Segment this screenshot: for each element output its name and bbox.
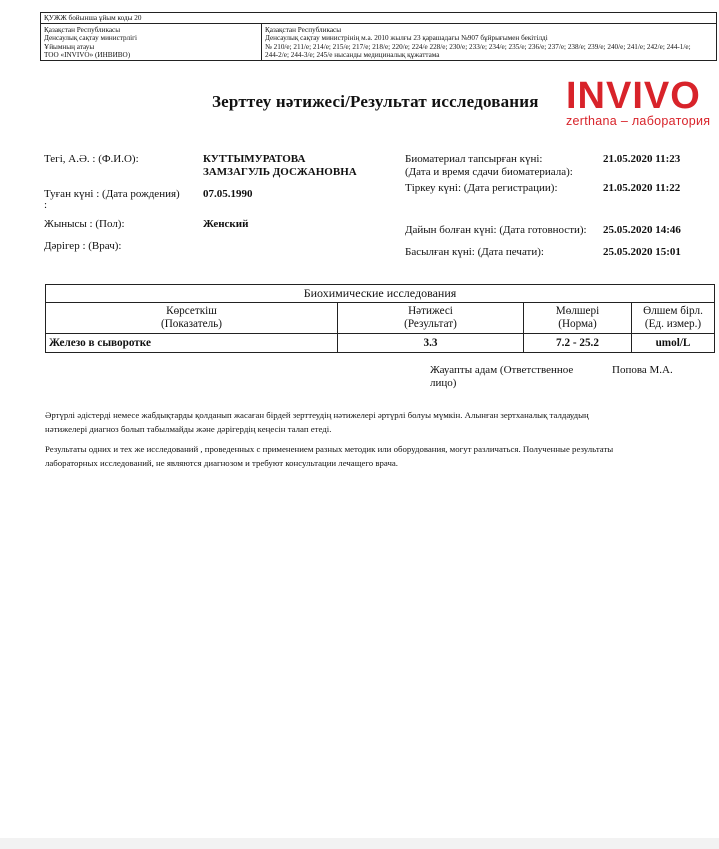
patient-name-line1: КУТТЫМУРАТОВА xyxy=(203,153,306,165)
dob-label-colon: : xyxy=(44,199,48,211)
reg-date-label: Тіркеу күні: (Дата регистрации): xyxy=(405,182,558,194)
column-header-line: Көрсеткіш xyxy=(166,305,217,317)
reg-date-value: 21.05.2020 11:22 xyxy=(603,182,681,194)
name-label: Тегі, А.Ә. : (Ф.И.О): xyxy=(44,153,139,165)
dob-value: 07.05.1990 xyxy=(203,188,253,200)
disclaimer-kz xyxy=(45,409,589,436)
responsible-name: Попова М.А. xyxy=(612,364,673,376)
test-unit: umol/L xyxy=(632,334,715,353)
column-header-unit xyxy=(632,303,715,334)
logo-subtitle: zerthana – лаборатория xyxy=(566,114,711,128)
ready-date-value: 25.05.2020 14:46 xyxy=(603,224,681,236)
print-date-label: Басылған күні: (Дата печати): xyxy=(405,246,544,258)
submit-date-label-ru: (Дата и время сдачи биоматериала): xyxy=(405,166,573,178)
column-header-line: (Результат) xyxy=(404,318,457,330)
form-code: ҚУЖЖ бойынша ұйым коды 20 xyxy=(41,13,716,24)
disclaimer-line: лабораторных исследований, не являются диагнозом и требуют консультации лечащего врача. xyxy=(45,457,399,468)
table-row xyxy=(46,334,715,353)
section-title: Биохимические исследования xyxy=(46,285,715,303)
header-right xyxy=(262,24,716,60)
test-norm: 7.2 - 25.2 xyxy=(524,334,632,353)
header-left-line: Ұйымның атауы xyxy=(44,42,95,51)
header-left-line: Денсаулық сақтау министрлігі xyxy=(44,34,138,43)
header-right-line: 244-2/е; 244-3/е; 245/е нысанды медициналық құжаттама xyxy=(265,51,440,60)
sex-label: Жынысы : (Пол): xyxy=(44,218,125,230)
column-header-result xyxy=(338,303,524,334)
test-name: Железо в сыворотке xyxy=(46,334,338,353)
test-result: 3.3 xyxy=(338,334,524,353)
header-left-line: ТОО «INVIVO» (ИНВИВО) xyxy=(44,51,131,60)
form-header xyxy=(40,12,717,61)
invivo-logo: INVIVO xyxy=(566,75,701,117)
responsible-label-cont: лицо) xyxy=(430,377,457,389)
disclaimer-line: нәтижелері диагноз болып табылмайды және дәрігердің кеңесін талап етеді. xyxy=(45,423,332,434)
column-header-line: Өлшем бірл. xyxy=(643,305,703,317)
doctor-label: Дәрігер : (Врач): xyxy=(44,240,122,252)
patient-name-line2: ЗАМЗАГУЛЬ ДОСЖАНОВНА xyxy=(203,166,357,178)
column-header-indicator xyxy=(46,303,338,334)
responsible-label: Жауапты адам (Ответственное xyxy=(430,364,574,376)
dob-label: Туған күні : (Дата рождения) xyxy=(44,188,180,200)
bottom-edge xyxy=(0,838,719,849)
header-left xyxy=(41,24,262,60)
print-date-value: 25.05.2020 15:01 xyxy=(603,246,681,258)
column-header-line: Нәтижесі xyxy=(408,305,453,317)
column-header-line: Мөлшері xyxy=(555,305,600,317)
column-header-norm xyxy=(524,303,632,334)
header-right-line: № 210/е; 211/е; 214/е; 215/е; 217/е; 218/е; 220/е; 224/е 228/е; 230/е; 233/е; 234/е; 235/е; 236/е; 237/е; 238/е; 239/е; 240/е; 241/е; 242/е; 244-1/е; xyxy=(265,42,691,51)
header-right-line: Қазақстан Республикасы xyxy=(265,26,342,34)
page-title: Зерттеу нәтижесі/Результат исследования xyxy=(212,92,539,111)
ready-date-label: Дайын болған күні: (Дата готовности): xyxy=(405,224,587,236)
column-header-line: (Ед. измер.) xyxy=(644,318,702,330)
sex-value: Женский xyxy=(203,218,249,230)
disclaimer-ru xyxy=(45,443,613,470)
disclaimer-line: Результаты одних и тех же исследований , проведенных с применением разных методик или оборудования, могут различаться. Полученные результаты xyxy=(45,444,614,454)
results-table xyxy=(45,284,715,353)
header-right-line: Денсаулық сақтау министрінің м.а. 2010 жылғы 23 қарашадағы №907 бұйрығымен бекітілді xyxy=(265,34,548,43)
header-left-line: Қазақстан Республикасы xyxy=(44,26,121,34)
submit-date-value: 21.05.2020 11:23 xyxy=(603,153,681,165)
disclaimer-line: Әртүрлі әдістерді немесе жабдықтарды қолданып жасаған бірдей зерттеудің нәтижелері әртүрлі болуы мүмкін. Алынған зертханалық талдаудың xyxy=(45,410,589,420)
submit-date-label: Биоматериал тапсырған күні: xyxy=(405,153,543,165)
column-header-line: (Норма) xyxy=(558,318,597,330)
column-header-line: (Показатель) xyxy=(161,318,222,330)
